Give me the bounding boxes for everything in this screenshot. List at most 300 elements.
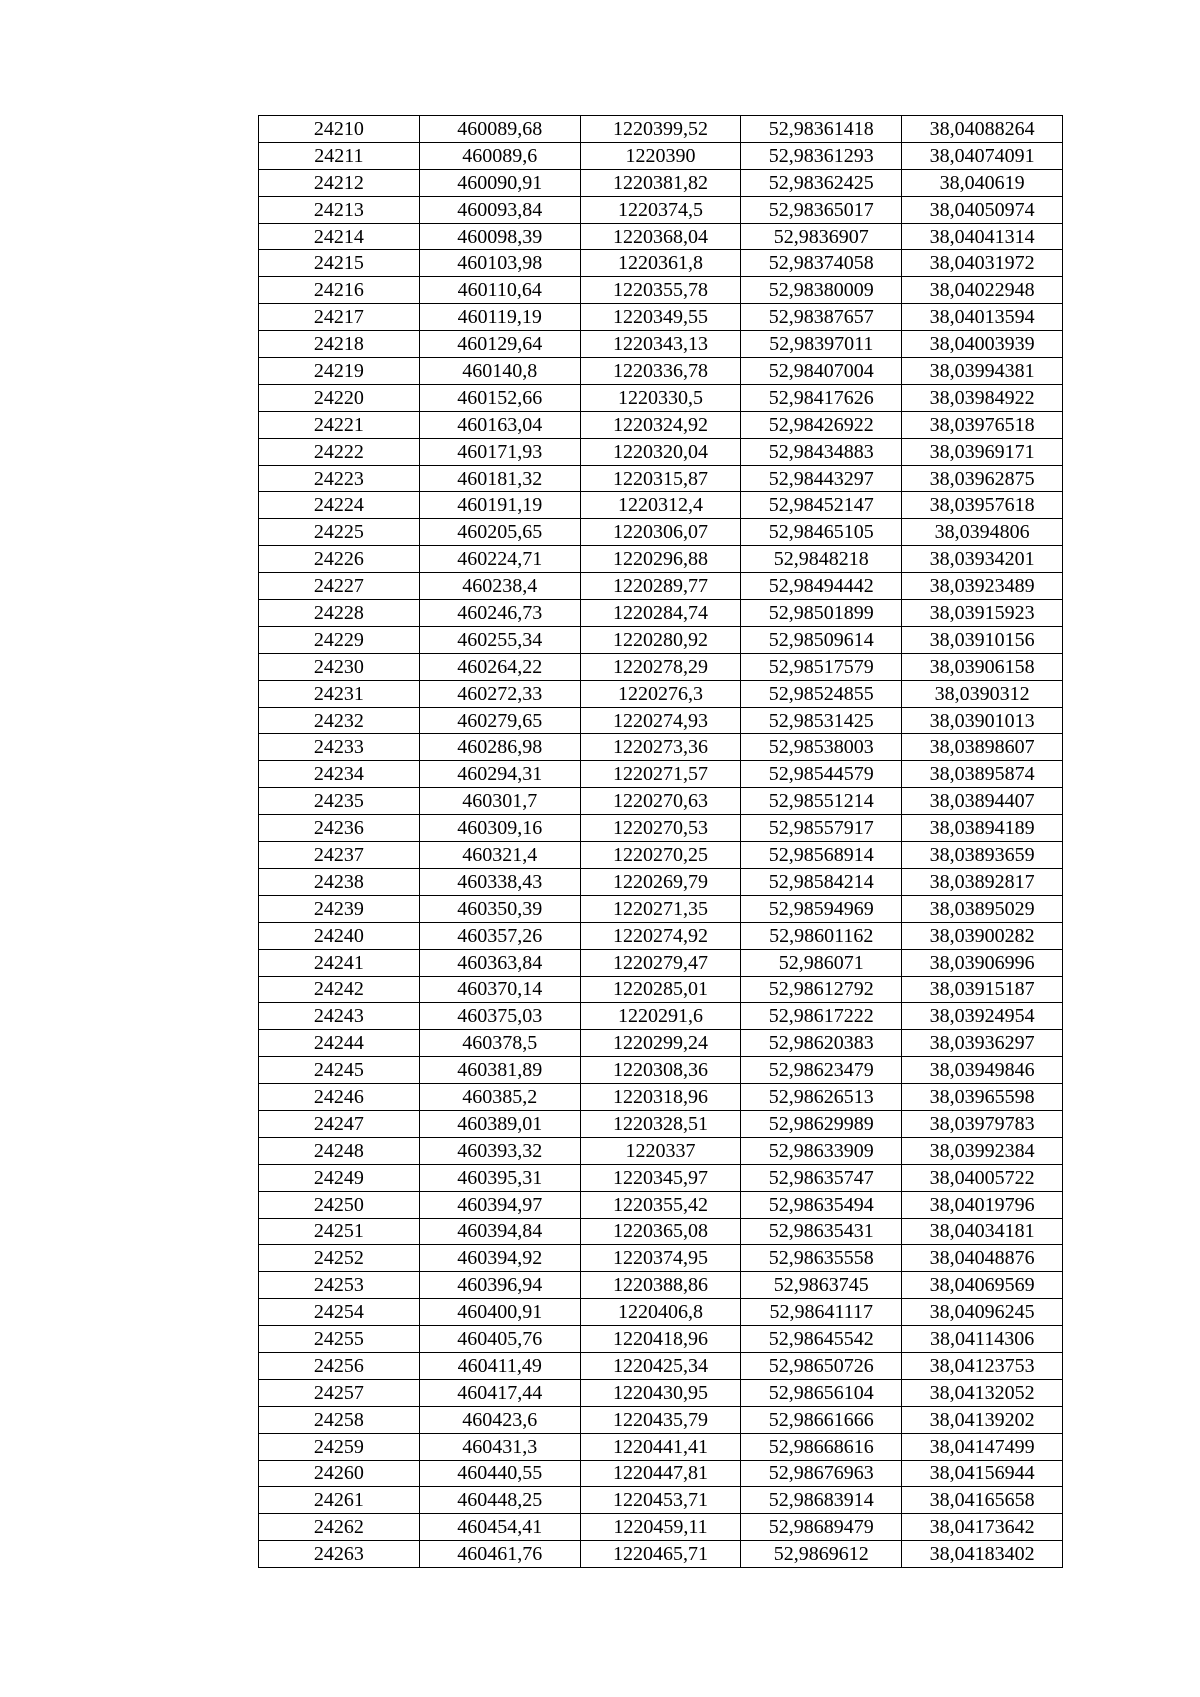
cell-longitude: 38,0394806: [902, 519, 1063, 546]
cell-x-coordinate: 460338,43: [419, 868, 580, 895]
cell-point-number: 24253: [259, 1272, 420, 1299]
cell-latitude: 52,98531425: [741, 707, 902, 734]
cell-latitude: 52,98361293: [741, 142, 902, 169]
cell-x-coordinate: 460246,73: [419, 600, 580, 627]
cell-latitude: 52,98494442: [741, 573, 902, 600]
cell-y-coordinate: 1220381,82: [580, 169, 741, 196]
cell-y-coordinate: 1220269,79: [580, 868, 741, 895]
cell-longitude: 38,04123753: [902, 1352, 1063, 1379]
cell-x-coordinate: 460110,64: [419, 277, 580, 304]
cell-latitude: 52,98650726: [741, 1352, 902, 1379]
table-row: [259, 842, 1063, 869]
cell-longitude: 38,03962875: [902, 465, 1063, 492]
cell-point-number: 24218: [259, 331, 420, 358]
cell-x-coordinate: 460440,55: [419, 1460, 580, 1487]
cell-point-number: 24220: [259, 384, 420, 411]
cell-y-coordinate: 1220273,36: [580, 734, 741, 761]
cell-latitude: 52,98676963: [741, 1460, 902, 1487]
cell-longitude: 38,03895874: [902, 761, 1063, 788]
cell-latitude: 52,98434883: [741, 438, 902, 465]
cell-point-number: 24255: [259, 1326, 420, 1353]
cell-x-coordinate: 460423,6: [419, 1406, 580, 1433]
cell-latitude: 52,986071: [741, 949, 902, 976]
cell-latitude: 52,98626513: [741, 1084, 902, 1111]
cell-y-coordinate: 1220441,41: [580, 1433, 741, 1460]
cell-longitude: 38,04048876: [902, 1245, 1063, 1272]
table-row: [259, 1406, 1063, 1433]
cell-longitude: 38,03957618: [902, 492, 1063, 519]
cell-longitude: 38,03924954: [902, 1003, 1063, 1030]
cell-y-coordinate: 1220271,57: [580, 761, 741, 788]
cell-latitude: 52,98635431: [741, 1218, 902, 1245]
cell-longitude: 38,04041314: [902, 223, 1063, 250]
cell-point-number: 24225: [259, 519, 420, 546]
cell-x-coordinate: 460171,93: [419, 438, 580, 465]
table-row: [259, 1514, 1063, 1541]
cell-latitude: 52,98661666: [741, 1406, 902, 1433]
cell-x-coordinate: 460454,41: [419, 1514, 580, 1541]
cell-y-coordinate: 1220349,55: [580, 304, 741, 331]
cell-x-coordinate: 460400,91: [419, 1299, 580, 1326]
cell-y-coordinate: 1220368,04: [580, 223, 741, 250]
cell-y-coordinate: 1220308,36: [580, 1057, 741, 1084]
cell-longitude: 38,03910156: [902, 626, 1063, 653]
cell-y-coordinate: 1220453,71: [580, 1487, 741, 1514]
cell-latitude: 52,98407004: [741, 358, 902, 385]
cell-longitude: 38,03893659: [902, 842, 1063, 869]
cell-x-coordinate: 460279,65: [419, 707, 580, 734]
cell-longitude: 38,04114306: [902, 1326, 1063, 1353]
cell-point-number: 24249: [259, 1164, 420, 1191]
cell-x-coordinate: 460357,26: [419, 922, 580, 949]
cell-y-coordinate: 1220418,96: [580, 1326, 741, 1353]
cell-point-number: 24243: [259, 1003, 420, 1030]
cell-y-coordinate: 1220274,93: [580, 707, 741, 734]
cell-latitude: 52,98568914: [741, 842, 902, 869]
cell-latitude: 52,98635558: [741, 1245, 902, 1272]
table-row: [259, 895, 1063, 922]
table-row: [259, 653, 1063, 680]
table-row: [259, 868, 1063, 895]
cell-point-number: 24215: [259, 250, 420, 277]
cell-x-coordinate: 460378,5: [419, 1030, 580, 1057]
cell-point-number: 24219: [259, 358, 420, 385]
cell-longitude: 38,03934201: [902, 546, 1063, 573]
cell-longitude: 38,03969171: [902, 438, 1063, 465]
cell-x-coordinate: 460389,01: [419, 1110, 580, 1137]
cell-y-coordinate: 1220330,5: [580, 384, 741, 411]
table-row: [259, 626, 1063, 653]
cell-x-coordinate: 460163,04: [419, 411, 580, 438]
cell-latitude: 52,98501899: [741, 600, 902, 627]
cell-x-coordinate: 460181,32: [419, 465, 580, 492]
cell-longitude: 38,04139202: [902, 1406, 1063, 1433]
cell-longitude: 38,03894189: [902, 815, 1063, 842]
cell-point-number: 24235: [259, 788, 420, 815]
cell-longitude: 38,04156944: [902, 1460, 1063, 1487]
cell-x-coordinate: 460093,84: [419, 196, 580, 223]
cell-longitude: 38,04034181: [902, 1218, 1063, 1245]
cell-y-coordinate: 1220399,52: [580, 116, 741, 143]
cell-y-coordinate: 1220388,86: [580, 1272, 741, 1299]
cell-y-coordinate: 1220279,47: [580, 949, 741, 976]
cell-point-number: 24237: [259, 842, 420, 869]
cell-y-coordinate: 1220271,35: [580, 895, 741, 922]
cell-longitude: 38,04031972: [902, 250, 1063, 277]
table-row: [259, 492, 1063, 519]
cell-point-number: 24238: [259, 868, 420, 895]
cell-x-coordinate: 460448,25: [419, 1487, 580, 1514]
cell-point-number: 24231: [259, 680, 420, 707]
cell-x-coordinate: 460089,6: [419, 142, 580, 169]
cell-point-number: 24247: [259, 1110, 420, 1137]
cell-point-number: 24263: [259, 1541, 420, 1568]
table-row: [259, 169, 1063, 196]
cell-longitude: 38,03892817: [902, 868, 1063, 895]
cell-point-number: 24212: [259, 169, 420, 196]
cell-x-coordinate: 460394,84: [419, 1218, 580, 1245]
cell-y-coordinate: 1220374,5: [580, 196, 741, 223]
cell-point-number: 24244: [259, 1030, 420, 1057]
cell-longitude: 38,04096245: [902, 1299, 1063, 1326]
cell-y-coordinate: 1220270,25: [580, 842, 741, 869]
cell-longitude: 38,03900282: [902, 922, 1063, 949]
cell-x-coordinate: 460381,89: [419, 1057, 580, 1084]
cell-point-number: 24223: [259, 465, 420, 492]
cell-point-number: 24213: [259, 196, 420, 223]
cell-longitude: 38,03923489: [902, 573, 1063, 600]
cell-y-coordinate: 1220270,63: [580, 788, 741, 815]
cell-y-coordinate: 1220459,11: [580, 1514, 741, 1541]
cell-x-coordinate: 460405,76: [419, 1326, 580, 1353]
cell-point-number: 24242: [259, 976, 420, 1003]
cell-point-number: 24258: [259, 1406, 420, 1433]
cell-longitude: 38,04088264: [902, 116, 1063, 143]
cell-y-coordinate: 1220361,8: [580, 250, 741, 277]
cell-longitude: 38,03979783: [902, 1110, 1063, 1137]
cell-longitude: 38,040619: [902, 169, 1063, 196]
cell-y-coordinate: 1220274,92: [580, 922, 741, 949]
table-row: [259, 1352, 1063, 1379]
cell-longitude: 38,03895029: [902, 895, 1063, 922]
table-row: [259, 1433, 1063, 1460]
cell-longitude: 38,03901013: [902, 707, 1063, 734]
cell-latitude: 52,98380009: [741, 277, 902, 304]
cell-longitude: 38,04074091: [902, 142, 1063, 169]
cell-point-number: 24211: [259, 142, 420, 169]
cell-latitude: 52,9863745: [741, 1272, 902, 1299]
cell-x-coordinate: 460393,32: [419, 1137, 580, 1164]
cell-point-number: 24217: [259, 304, 420, 331]
cell-x-coordinate: 460370,14: [419, 976, 580, 1003]
cell-latitude: 52,98551214: [741, 788, 902, 815]
cell-longitude: 38,04050974: [902, 196, 1063, 223]
cell-latitude: 52,98623479: [741, 1057, 902, 1084]
cell-point-number: 24261: [259, 1487, 420, 1514]
cell-y-coordinate: 1220447,81: [580, 1460, 741, 1487]
cell-y-coordinate: 1220365,08: [580, 1218, 741, 1245]
cell-latitude: 52,98620383: [741, 1030, 902, 1057]
cell-latitude: 52,98629989: [741, 1110, 902, 1137]
cell-latitude: 52,98557917: [741, 815, 902, 842]
cell-y-coordinate: 1220320,04: [580, 438, 741, 465]
cell-point-number: 24241: [259, 949, 420, 976]
coordinates-table: [258, 115, 1063, 1568]
cell-point-number: 24222: [259, 438, 420, 465]
cell-y-coordinate: 1220328,51: [580, 1110, 741, 1137]
table-row: [259, 223, 1063, 250]
cell-point-number: 24250: [259, 1191, 420, 1218]
cell-y-coordinate: 1220276,3: [580, 680, 741, 707]
cell-latitude: 52,98668616: [741, 1433, 902, 1460]
cell-point-number: 24252: [259, 1245, 420, 1272]
cell-latitude: 52,98524855: [741, 680, 902, 707]
table-row: [259, 1541, 1063, 1568]
table-row: [259, 600, 1063, 627]
cell-y-coordinate: 1220280,92: [580, 626, 741, 653]
cell-longitude: 38,04013594: [902, 304, 1063, 331]
cell-y-coordinate: 1220289,77: [580, 573, 741, 600]
cell-latitude: 52,98417626: [741, 384, 902, 411]
table-row: [259, 976, 1063, 1003]
cell-x-coordinate: 460417,44: [419, 1379, 580, 1406]
cell-longitude: 38,0390312: [902, 680, 1063, 707]
cell-point-number: 24230: [259, 653, 420, 680]
table-row: [259, 1057, 1063, 1084]
cell-latitude: 52,98633909: [741, 1137, 902, 1164]
cell-longitude: 38,04147499: [902, 1433, 1063, 1460]
cell-point-number: 24240: [259, 922, 420, 949]
cell-y-coordinate: 1220299,24: [580, 1030, 741, 1057]
table-row: [259, 465, 1063, 492]
cell-x-coordinate: 460461,76: [419, 1541, 580, 1568]
cell-latitude: 52,98361418: [741, 116, 902, 143]
table-row: [259, 788, 1063, 815]
cell-x-coordinate: 460375,03: [419, 1003, 580, 1030]
table-row: [259, 1218, 1063, 1245]
cell-point-number: 24233: [259, 734, 420, 761]
cell-longitude: 38,03965598: [902, 1084, 1063, 1111]
cell-x-coordinate: 460301,7: [419, 788, 580, 815]
cell-y-coordinate: 1220345,97: [580, 1164, 741, 1191]
table-row: [259, 707, 1063, 734]
cell-y-coordinate: 1220315,87: [580, 465, 741, 492]
cell-y-coordinate: 1220390: [580, 142, 741, 169]
cell-x-coordinate: 460264,22: [419, 653, 580, 680]
cell-point-number: 24259: [259, 1433, 420, 1460]
table-row: [259, 250, 1063, 277]
cell-point-number: 24251: [259, 1218, 420, 1245]
cell-longitude: 38,04005722: [902, 1164, 1063, 1191]
cell-point-number: 24262: [259, 1514, 420, 1541]
cell-point-number: 24216: [259, 277, 420, 304]
table-row: [259, 815, 1063, 842]
cell-longitude: 38,04069569: [902, 1272, 1063, 1299]
cell-x-coordinate: 460119,19: [419, 304, 580, 331]
cell-y-coordinate: 1220343,13: [580, 331, 741, 358]
cell-longitude: 38,04022948: [902, 277, 1063, 304]
cell-point-number: 24226: [259, 546, 420, 573]
cell-latitude: 52,98443297: [741, 465, 902, 492]
cell-y-coordinate: 1220355,42: [580, 1191, 741, 1218]
table-row: [259, 331, 1063, 358]
cell-x-coordinate: 460395,31: [419, 1164, 580, 1191]
cell-longitude: 38,03992384: [902, 1137, 1063, 1164]
cell-y-coordinate: 1220270,53: [580, 815, 741, 842]
table-row: [259, 304, 1063, 331]
table-row: [259, 438, 1063, 465]
cell-x-coordinate: 460394,92: [419, 1245, 580, 1272]
cell-point-number: 24254: [259, 1299, 420, 1326]
cell-latitude: 52,98601162: [741, 922, 902, 949]
cell-x-coordinate: 460294,31: [419, 761, 580, 788]
cell-latitude: 52,98635747: [741, 1164, 902, 1191]
table-row: [259, 1030, 1063, 1057]
cell-y-coordinate: 1220435,79: [580, 1406, 741, 1433]
cell-latitude: 52,98641117: [741, 1299, 902, 1326]
cell-x-coordinate: 460255,34: [419, 626, 580, 653]
cell-longitude: 38,03936297: [902, 1030, 1063, 1057]
cell-latitude: 52,98612792: [741, 976, 902, 1003]
table-row: [259, 922, 1063, 949]
table-row: [259, 1379, 1063, 1406]
cell-latitude: 52,98656104: [741, 1379, 902, 1406]
cell-x-coordinate: 460309,16: [419, 815, 580, 842]
cell-point-number: 24257: [259, 1379, 420, 1406]
cell-y-coordinate: 1220318,96: [580, 1084, 741, 1111]
table-row: [259, 761, 1063, 788]
table-row: [259, 196, 1063, 223]
table-row: [259, 277, 1063, 304]
cell-x-coordinate: 460140,8: [419, 358, 580, 385]
cell-latitude: 52,98617222: [741, 1003, 902, 1030]
cell-latitude: 52,98538003: [741, 734, 902, 761]
cell-y-coordinate: 1220374,95: [580, 1245, 741, 1272]
cell-y-coordinate: 1220336,78: [580, 358, 741, 385]
cell-point-number: 24236: [259, 815, 420, 842]
cell-longitude: 38,04183402: [902, 1541, 1063, 1568]
cell-latitude: 52,98689479: [741, 1514, 902, 1541]
table-row: [259, 1137, 1063, 1164]
table-row: [259, 1084, 1063, 1111]
cell-x-coordinate: 460396,94: [419, 1272, 580, 1299]
cell-latitude: 52,98594969: [741, 895, 902, 922]
table-row: [259, 1191, 1063, 1218]
cell-latitude: 52,98645542: [741, 1326, 902, 1353]
cell-longitude: 38,03894407: [902, 788, 1063, 815]
cell-point-number: 24256: [259, 1352, 420, 1379]
cell-latitude: 52,98544579: [741, 761, 902, 788]
table-row: [259, 142, 1063, 169]
cell-longitude: 38,03976518: [902, 411, 1063, 438]
cell-longitude: 38,04003939: [902, 331, 1063, 358]
cell-longitude: 38,04132052: [902, 1379, 1063, 1406]
cell-longitude: 38,03898607: [902, 734, 1063, 761]
cell-point-number: 24246: [259, 1084, 420, 1111]
cell-latitude: 52,9836907: [741, 223, 902, 250]
cell-point-number: 24224: [259, 492, 420, 519]
cell-longitude: 38,03906996: [902, 949, 1063, 976]
cell-longitude: 38,03915187: [902, 976, 1063, 1003]
cell-latitude: 52,98426922: [741, 411, 902, 438]
cell-longitude: 38,03949846: [902, 1057, 1063, 1084]
cell-latitude: 52,98517579: [741, 653, 902, 680]
table-row: [259, 573, 1063, 600]
cell-latitude: 52,98509614: [741, 626, 902, 653]
cell-longitude: 38,04165658: [902, 1487, 1063, 1514]
cell-latitude: 52,98387657: [741, 304, 902, 331]
cell-longitude: 38,03915923: [902, 600, 1063, 627]
cell-longitude: 38,04019796: [902, 1191, 1063, 1218]
cell-x-coordinate: 460205,65: [419, 519, 580, 546]
table-row: [259, 384, 1063, 411]
cell-x-coordinate: 460103,98: [419, 250, 580, 277]
cell-x-coordinate: 460129,64: [419, 331, 580, 358]
cell-x-coordinate: 460272,33: [419, 680, 580, 707]
cell-y-coordinate: 1220337: [580, 1137, 741, 1164]
cell-latitude: 52,98362425: [741, 169, 902, 196]
table-row: [259, 546, 1063, 573]
table-row: [259, 1460, 1063, 1487]
cell-y-coordinate: 1220312,4: [580, 492, 741, 519]
cell-y-coordinate: 1220465,71: [580, 1541, 741, 1568]
cell-latitude: 52,98584214: [741, 868, 902, 895]
table-row: [259, 411, 1063, 438]
cell-y-coordinate: 1220284,74: [580, 600, 741, 627]
cell-y-coordinate: 1220425,34: [580, 1352, 741, 1379]
cell-x-coordinate: 460286,98: [419, 734, 580, 761]
cell-x-coordinate: 460098,39: [419, 223, 580, 250]
table-row: [259, 1003, 1063, 1030]
cell-longitude: 38,04173642: [902, 1514, 1063, 1541]
cell-point-number: 24210: [259, 116, 420, 143]
cell-x-coordinate: 460363,84: [419, 949, 580, 976]
cell-x-coordinate: 460152,66: [419, 384, 580, 411]
table-row: [259, 949, 1063, 976]
cell-point-number: 24221: [259, 411, 420, 438]
table-row: [259, 116, 1063, 143]
table-row: [259, 1487, 1063, 1514]
cell-latitude: 52,98365017: [741, 196, 902, 223]
cell-y-coordinate: 1220355,78: [580, 277, 741, 304]
table-row: [259, 680, 1063, 707]
cell-x-coordinate: 460431,3: [419, 1433, 580, 1460]
cell-point-number: 24229: [259, 626, 420, 653]
cell-latitude: 52,98635494: [741, 1191, 902, 1218]
cell-x-coordinate: 460394,97: [419, 1191, 580, 1218]
cell-point-number: 24214: [259, 223, 420, 250]
cell-point-number: 24234: [259, 761, 420, 788]
cell-latitude: 52,9848218: [741, 546, 902, 573]
cell-longitude: 38,03984922: [902, 384, 1063, 411]
cell-x-coordinate: 460238,4: [419, 573, 580, 600]
cell-y-coordinate: 1220285,01: [580, 976, 741, 1003]
cell-x-coordinate: 460350,39: [419, 895, 580, 922]
table-row: [259, 1110, 1063, 1137]
cell-y-coordinate: 1220291,6: [580, 1003, 741, 1030]
cell-point-number: 24228: [259, 600, 420, 627]
table-row: [259, 1164, 1063, 1191]
table-row: [259, 734, 1063, 761]
cell-point-number: 24232: [259, 707, 420, 734]
cell-y-coordinate: 1220306,07: [580, 519, 741, 546]
cell-latitude: 52,98397011: [741, 331, 902, 358]
table-row: [259, 358, 1063, 385]
cell-latitude: 52,98465105: [741, 519, 902, 546]
cell-y-coordinate: 1220430,95: [580, 1379, 741, 1406]
cell-x-coordinate: 460089,68: [419, 116, 580, 143]
cell-longitude: 38,03906158: [902, 653, 1063, 680]
